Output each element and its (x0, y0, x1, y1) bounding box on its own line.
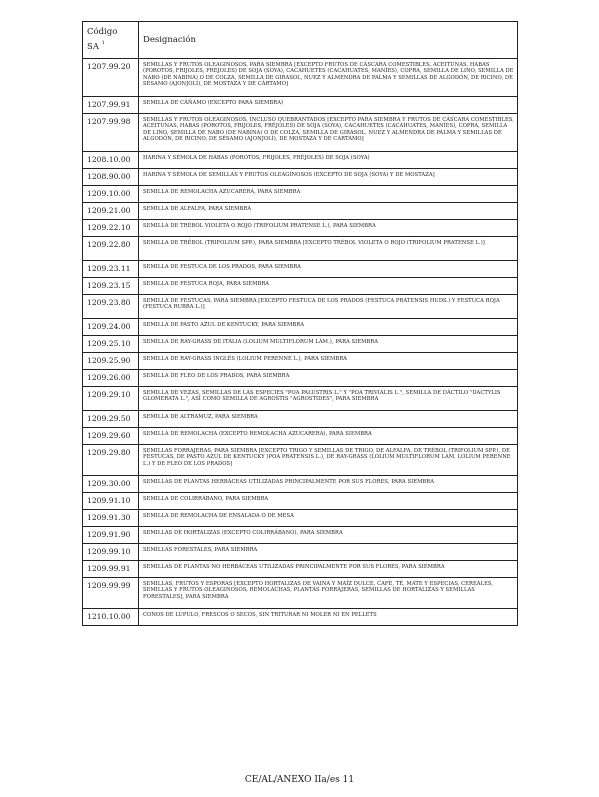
table-header-row (83, 22, 518, 59)
header-designation-label: Designación (143, 35, 196, 45)
row-designation: SEMILLA DE FESTUCA ROJA, PARA SIEMBRA (139, 278, 518, 295)
row-designation: SEMILLAS DE PLANTAS HERBÁCEAS UTILIZADAS PRINCIPALMENTE POR SUS FLORES, PARA SIEMBRA (139, 476, 518, 493)
row-code: 1209.99.10 (83, 544, 139, 561)
row-designation: SEMILLA DE COLIRRÁBANO, PARA SIEMBRA (139, 493, 518, 510)
row-designation: SEMILLA DE REMOLACHA (EXCEPTO REMOLACHA AZUCARERA), PARA SIEMBRA (139, 428, 518, 445)
row-code: 1209.29.80 (83, 445, 139, 476)
row-code: 1207.99.91 (83, 97, 139, 114)
row-code: 1209.10.00 (83, 186, 139, 203)
table-row (83, 169, 518, 186)
header-code-sa: SA (87, 42, 99, 52)
row-designation: HARINA Y SÉMOLA DE SEMILLAS Y FRUTOS OLEAGINOSOS (EXCEPTO DE SOJA (SOYA) Y DE MOSTAZA] (139, 169, 518, 186)
row-designation: SEMILLAS FORRAJERAS, PARA SIEMBRA [EXCEPTO TRIGO Y SEMILLAS DE TRIGO, DE ALFALFA, DE TRÉBOL (TRIFOLIUM SPP.), DE FESTUCAS, DE PASTO AZUL DE KENTUCKY (POA PRATENSIS L.), DE RAY-GRASS (LOLIUM MULTIFLORUM LAM, LOLIUM PERENNE L.) Y DE FLEO DE LOS PRADOS] (139, 445, 518, 476)
table-row (83, 387, 518, 411)
table-row (83, 114, 518, 152)
table-row (83, 261, 518, 278)
table-row (83, 186, 518, 203)
table-row (83, 445, 518, 476)
table-row (83, 411, 518, 428)
row-designation: SEMILLA DE VEZAS, SEMILLAS DE LAS ESPECIES "POA PALUSTRIS L." Y "POA TRIVIALIS L.", SEMILLA DE DÁCTILO "DACTYLIS GLOMERATA L.", ASÍ COMO SEMILLA DE AGROSTIS "AGROSTIDES", PARA SIEMBRA (139, 387, 518, 411)
table-row (83, 59, 518, 97)
row-designation: SEMILLAS DE HORTALIZAS (EXCEPTO COLIRRÁBANO), PARA SIEMBRA (139, 527, 518, 544)
table-row (83, 609, 518, 626)
row-code: 1207.99.20 (83, 59, 139, 97)
table-row (83, 336, 518, 353)
table-row (83, 319, 518, 336)
table-row (83, 295, 518, 319)
row-designation: CONOS DE LÚPULO, FRESCOS O SECOS, SIN TRITURAR NI MOLER NI EN PELLETS (139, 609, 518, 626)
row-code: 1210.10.00 (83, 609, 139, 626)
row-designation: SEMILLA DE CÁÑAMO (EXCEPTO PARA SIEMBRA) (139, 97, 518, 114)
table-row (83, 370, 518, 387)
table-row (83, 493, 518, 510)
tariff-codes-table (82, 21, 518, 626)
row-designation: SEMILLAS DE PLANTAS NO HERBÁCEAS UTILIZADAS PRINCIPALMENTE POR SUS FLORES, PARA SIEMBRA (139, 561, 518, 578)
table-row (83, 561, 518, 578)
row-code: 1209.26.00 (83, 370, 139, 387)
row-code: 1209.29.60 (83, 428, 139, 445)
row-code: 1209.99.99 (83, 578, 139, 609)
row-designation: SEMILLA DE TRÉBOL (TRIFOLIUM SPP.), PARA SIEMBRA [EXCEPTO TRÉBOL VIOLETA O ROJO (TRIFOLIUM PRATENSE L.)] (139, 237, 518, 261)
row-code: 1208.90.00 (83, 169, 139, 186)
header-code-label: Código (87, 27, 118, 37)
row-designation: SEMILLA DE RAY-GRASS INGLÉS (LOLIUM PERENNE L.), PARA SIEMBRA (139, 353, 518, 370)
table-row (83, 476, 518, 493)
row-code: 1207.99.98 (83, 114, 139, 152)
table-row (83, 97, 518, 114)
table-row (83, 578, 518, 609)
row-designation: SEMILLA DE FESTUCA DE LOS PRADOS, PARA SIEMBRA (139, 261, 518, 278)
row-code: 1209.99.91 (83, 561, 139, 578)
row-code: 1208.10.00 (83, 152, 139, 169)
header-designation-cell (139, 22, 518, 59)
row-code: 1209.30.00 (83, 476, 139, 493)
table-row (83, 278, 518, 295)
row-designation: SEMILLA DE REMOLACHA DE ENSALADA O DE MESA (139, 510, 518, 527)
row-designation: SEMILLAS Y FRUTOS OLEAGINOSOS, INCLUSO QUEBRANTADOS [EXCEPTO PARA SIEMBRA Y FRUTOS DE CÁSCARA COMESTIBLES, ACEITUNAS, HABAS (POROTOS, FRIJOLES, FRÉJOLES) DE SOJA (SOYA), CACAHUETES (CACAHUATES, MANÍES), COPRA, SEMILLA DE LINO, SEMILLA DE NABO (DE NABINA) O DE COLZA, SEMILLA DE GIRASOL, NUEZ Y ALMENDRA DE PALMA Y SEMILLAS DE ALGODÓN, DE RICINO, DE SÉSAMO (AJONJOLÍ), DE MOSTAZA Y DE CÁRTAMO] (139, 114, 518, 152)
row-code: 1209.23.11 (83, 261, 139, 278)
page-footer: CE/AL/ANEXO IIa/es 11 (244, 775, 355, 785)
row-designation: SEMILLAS, FRUTOS Y ESPORAS [EXCEPTO HORTALIZAS DE VAINA Y MAÍZ DULCE, CAFÉ, TÉ, MATE Y ESPECIAS, CEREALES, SEMILLAS Y FRUTOS OLEAGINOSOS, REMOLACHAS, PLANTAS FORRAJERAS, SEMILLAS DE HORTALIZAS Y SEMILLAS FORESTALES], PARA SIEMBRA (139, 578, 518, 609)
row-designation: SEMILLA DE FLEO DE LOS PRADOS, PARA SIEMBRA (139, 370, 518, 387)
table-row (83, 220, 518, 237)
table-body (83, 59, 518, 626)
row-designation: SEMILLAS FORESTALES, PARA SIEMBRA (139, 544, 518, 561)
row-code: 1209.23.80 (83, 295, 139, 319)
row-code: 1209.29.10 (83, 387, 139, 411)
table-row (83, 527, 518, 544)
row-designation: SEMILLA DE ALTRAMUZ, PARA SIEMBRA (139, 411, 518, 428)
row-designation: SEMILLA DE ALFALFA, PARA SIEMBRA (139, 203, 518, 220)
header-code-cell (83, 22, 139, 59)
row-code: 1209.91.10 (83, 493, 139, 510)
table-row (83, 237, 518, 261)
row-designation: SEMILLA DE FESTUCAS, PARA SIEMBRA [EXCEPTO FESTUCA DE LOS PRADOS (FESTUCA PRATENSIS HUDS.) Y FESTUCA ROJA (FESTUCA RUBRA L.)] (139, 295, 518, 319)
row-designation: SEMILLA DE RAY-GRASS DE ITALIA (LOLIUM MULTIFLORUM LAM.), PARA SIEMBRA (139, 336, 518, 353)
row-code: 1209.24.00 (83, 319, 139, 336)
table-row (83, 152, 518, 169)
row-designation: SEMILLA DE TRÉBOL VIOLETA O ROJO (TRIFOLIUM PRATENSE L.), PARA SIEMBRA (139, 220, 518, 237)
row-code: 1209.23.15 (83, 278, 139, 295)
table-row (83, 353, 518, 370)
row-code: 1209.22.80 (83, 237, 139, 261)
row-code: 1209.91.30 (83, 510, 139, 527)
header-footnote-marker: 1 (101, 40, 105, 46)
row-code: 1209.25.10 (83, 336, 139, 353)
table-row (83, 203, 518, 220)
row-code: 1209.91.90 (83, 527, 139, 544)
table-row (83, 544, 518, 561)
row-designation: SEMILLA DE PASTO AZUL DE KENTUCKY, PARA SIEMBRA (139, 319, 518, 336)
row-designation: SEMILLA DE REMOLACHA AZUCARERA, PARA SIEMBRA (139, 186, 518, 203)
row-code: 1209.21.00 (83, 203, 139, 220)
table-row (83, 510, 518, 527)
row-code: 1209.25.90 (83, 353, 139, 370)
row-code: 1209.29.50 (83, 411, 139, 428)
row-designation: HARINA Y SÉMOLA DE HABAS (POROTOS, FRIJOLES, FRÉJOLES) DE SOJA (SOYA) (139, 152, 518, 169)
row-code: 1209.22.10 (83, 220, 139, 237)
row-designation: SEMILLAS Y FRUTOS OLEAGINOSOS, PARA SIEMBRA [EXCEPTO FRUTOS DE CÁSCARA COMESTIBLES, ACEITUNAS, HABAS (POROTOS, FRIJOLES, FRÉJOLES) DE SOJA (SOYA), CACAHUETES (CACAHUATES, MANÍES), COPRA, SEMILLA DE LINO, SEMILLA DE NABO (DE NABINA) O DE COLZA, SEMILLA DE GIRASOL, NUEZ Y ALMENDRA DE PALMA Y SEMILLAS DE ALGODÓN, DE RICINO, DE SÉSAMO (AJONJOLÍ), DE MOSTAZA Y DE CÁRTAMO] (139, 59, 518, 97)
table-row (83, 428, 518, 445)
